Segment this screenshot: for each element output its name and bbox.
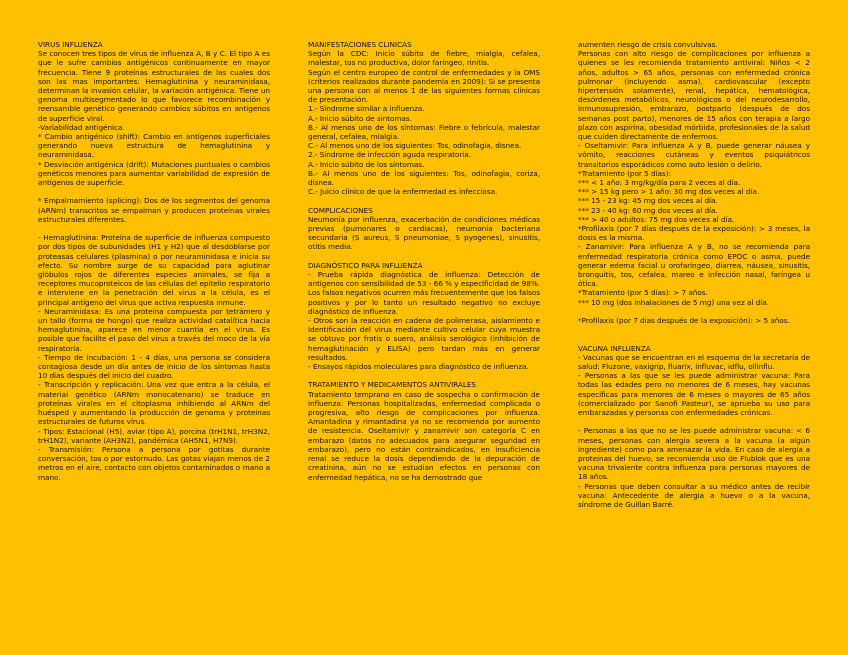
paragraph: Según la CDC: Inicio súbito de fiebre, mialgia, cefalea, malestar, tos no productiva, dolor faríngeo, rinitis. Según el centro europeo de control de enfermedades y la OMS (criterios realizados durante pandemia en 2009): Si se presenta una persona con al menos 1 de las siguientes formas clínicas de presentación. 1.- Síndrome similar a influenza. A.- Inicio súbito de síntomas. B.- Al menos uno de los síntomas: Fiebre o febrícula, malestar general, cefalea, mialgia. C.- Al menos uno de los siguientes: Tos, odinofagia, disnea. 2.- Síndrome de infección aguda respiratoria. A.- Inicio súbito de los síntomas. B.- Al menos uno de los siguientes: Tos, odinofagia, coriza, disnea. C.- Juicio clínico de que la enfermedad es infecciosa.: [308, 49, 540, 197]
section-heading: DIAGNÓSTICO PARA INFLUENZA: [308, 260, 423, 270]
paragraph-spacer: [578, 307, 810, 316]
paragraph: Neumonía por influenza, exacerbación de condiciones médicas previas (pumonares o cardiacas), neumonía bacteriana secundaria (S aureus, S pneumoniae, S pyogenes), sinusitis, otitis media.: [308, 214, 540, 252]
section-heading: TRATAMIENTO Y MEDICAMENTOS ANTIVIRALES: [308, 380, 477, 390]
paragraph-spacer: [308, 371, 540, 380]
section-heading: VIRUS INFLUENZA: [38, 40, 103, 49]
paragraph: Tratamiento temprano en caso de sospecha o confirmación de influenza: Personas hospitalizadas, enfermedad complicada o progresiva, alto riesgo de complicaciones por influenza. Amantadina y rimantadina ya no se recomienda por aumento de resistencia. Oseltamivir y zanamivir son categoría C en embarazo (datos no adecuados para asegurar seguridad en embarazo), pero no están contraindicados, en insuficiencia renal se reduce la dosis dependiendo de la depuración de creatinina, aún no se estudian efectos en personas con enfermedad hepática, no se ha demostrado que: [308, 389, 540, 482]
text-column-2: [308, 40, 540, 482]
paragraph-spacer: [578, 417, 810, 426]
paragraph: aumenten riesgo de crisis convulsivas. Personas con alto riesgo de complicaciones por influenza a quienes se les recomienda tratamiento antiviral: Niños < 2 años, adultos > 65 años, personas con enfermedad crónica pulmonar (incluyendo asma), cardiovascular (excepto hipertensión solamente), renal, hepática, hematológica, desórdenes metabólicos, neurológicos o del neurodesarrollo, inmunosupresión, embarazo, postparto (después de dos semanas post parto), menores de 15 años con terapia a largo plazo con aspirina, obesidad mórbida, profesionales de la salud que cuiden directamente de enfermos. - Oseltamivir: Para influenza A y B, puede generar náusea y vómito, reacciones cutáneas y eventos psiquiátricos transitorios esporádicos como auto lesión o delirio. *Tratamiento (por 5 días): *** < 1 año: 3 mg/kg/día para 2 veces al día. *** > 15 kg pero > 1 año: 30 mg dos veces al día. *** 15 - 23 kg: 45 mg dos veces al día. *** 23 - 40 kg: 60 mg dos veces al día. *** > 40 o adultos: 75 mg dos veces al día. *Profilaxis (por 7 días después de la exposición): > 3 meses, la dosis es la misma. - Zanamivir: Para influenza A y B, no se recomienda para enfermedad respiratoria crónica como EPOC o asma, puede generar edema facial u orofaríngeo, diarrea, náusea, sinusitis, bronquitis, tos, cefalea, mareo e infección nasal, faríngea u ótica. *Tratamiento (por 5 días): > 7 años. *** 10 mg (dos inhalaciones de 5 mg) una vez al día.: [578, 40, 810, 307]
paragraph: * Empalmamiento (splicing): Dos de los segmentos del genoma (ARNm) transcritos se empalman y producen proteínas virales estructurales diferentes.: [38, 196, 270, 224]
paragraph: *Profilaxis (por 7 días después de la exposición): > 5 años.: [578, 316, 790, 326]
paragraph: - Vacunas que se encuentran en el esquema de la secretaría de salud: Fluzone, vaxigrip, fluarix, influvac, idflu, ollinflu. - Personas a las que se les puede administrar vacuna: Para todas las edades pero no menores de 6 meses, hay vacunas específicas para menores de 6 meses o mayores de 65 años (comercializado por Sanofi Pasteur), se aprueba su uso para embarazadas y personas con enfermedades crónicas.: [578, 352, 810, 418]
paragraph-spacer: [38, 224, 270, 233]
paragraph-spacer: [578, 334, 810, 343]
paragraph: - Hemaglutinina: Proteína de superficie de influenza compuesto por dos tipos de subunidades (H1 y H2) que al desdoblarse por proteasas celulares (plasmina) o por neuraminidasa e inicia su efecto. Su nombre surge de su capacidad para aglutinar glóbulos rojos de diferentes especies animales, se fija a receptores mucoproteicos de las células del epitelio respiratorio e interviene en la penetración del virus a la célula, es el principal antígeno del virus que activa respuesta inmune. - Neuraminidasa: Es una proteína compuesta por tetrámero y un tallo (forma de hongo) que realiza actividad catalítica hacia hemaglutinina, aparece en menor cuantía en el virus. Es posible que facilite el paso del virus a través del moco de la vía respiratoria. - Tiempo de incubación: 1 - 4 días, una persona se considera contagiosa desde un día antes de inicio de los síntomas hasta 10 días después del inicio del cuadro. - Transcripción y replicación: Una vez que entra a la célula, el material genético (ARNm monocatenario) se traduce en proteínas virales en el citoplasma inhibiendo al ARNm del huésped y aumentando la producción de genoma y proteínas estructurales de futuros virus. - Tipos: Estacional (H5), aviar (tipo A), porcina (trH1N1, trH3N2, trH1N2), variante (AH3N2), pandémica (AH5N1, H7N9). - Transmisión: Persona a persona por gotitas durante conversación, tos o por estornudo. Las gotas viajan menos de 2 metros en el aire, contacto con objetos contaminados o mano a mano.: [38, 233, 270, 482]
paragraph: - Personas a las que no se les puede administrar vacuna: < 6 meses, personas con alergia severa a la vacuna (a algún ingrediente) como para amenazar la vida. En caso de alergia a proteínas del huevo, se recomienda uso de Flublok que es una vacuna trivalente contra influenza para personas mayores de 18 años. - Personas que deben consultar a su médico antes de recibir vacuna: Antecedente de alergia a huevo o a la vacuna, síndrome de Guillan Barré.: [578, 426, 810, 510]
paragraph: - Prueba rápida diagnóstica de influenza: Detección de antígenos con sensibilidad de 53 - 66 % y especificidad de 98%. Los falsos negativos ocurren más frecuentemente que los falsos positivos y por lo tanto un resultado negativo no excluye diagnóstico de influenza. - Otros son la reacción en cadena de polimerasa, aislamiento e identificación del virus mediante cultivo celular cuya muestra se obtuvo por frotis o suero, análisis serológico (inhibición de hemaglutinación y ELISA) pero tardan más en generar resultados. - Ensayos rápidos moleculares para diagnóstico de influenza.: [308, 270, 540, 372]
text-column-1: [38, 40, 270, 482]
paragraph-spacer: [38, 187, 270, 196]
text-column-3: [578, 40, 810, 509]
section-heading: VACUNA INFLUENZA: [578, 343, 651, 353]
section-heading: MANIFESTACIONES CLINICAS: [308, 40, 412, 49]
paragraph-spacer: [308, 252, 540, 261]
paragraph-spacer: [578, 325, 810, 334]
paragraph-spacer: [308, 196, 540, 205]
paragraph: Se conocen tres tipos de virus de influenza A, B y C. El tipo A es que le sufre cambios antigénicos continuamente en mayor frecuencia. Tiene 9 proteínas estructurales de las cuales dos son las mas importantes: Hemaglutinina y neuraminidasa, determinan la invasión celular, la variación antigénica. Tiene un genoma multisegmentado lo que favorece recombinación y reensamble genético generando cambios súbitos en antígenos de superficie viral. -Variabilidad antigénica. * Cambio antigénico (shift): Cambio en antígenos superficiales generando nueva estructura de hemaglutinina y neuraminidasa. * Desviación antigénica (drift): Mutaciones puntuales o cambios genéticos menores para aumentar variabilidad de expresión de antígenos de superficie.: [38, 49, 270, 188]
section-heading: COMPLICACIONES: [308, 205, 373, 215]
